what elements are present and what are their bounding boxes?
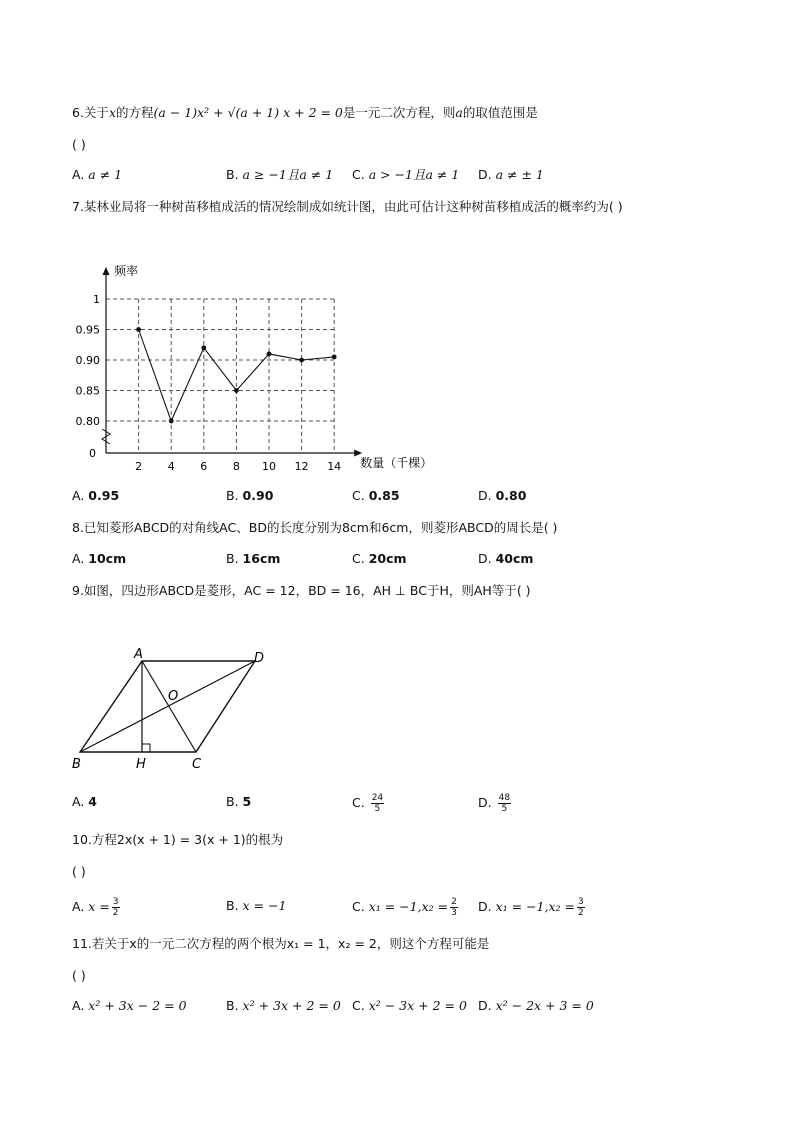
q6-stem-end: 的取值范围是 [462, 105, 538, 120]
y-tick-label-0.95: 0.95 [75, 323, 100, 337]
q10-stem: 10.方程2x(x + 1) = 3(x + 1)的根为 [72, 832, 284, 847]
fraction [371, 793, 384, 814]
q6-option-b[interactable] [226, 166, 333, 184]
x-tick-label-12: 12 [294, 460, 309, 473]
frequency-line-chart [0, 255, 460, 475]
q11-stem: 11.若关于x的一元二次方程的两个根为x₁ = 1，x₂ = 2，则这个方程可能是 [72, 936, 490, 951]
option-text: 0.90 [242, 488, 274, 503]
x-axis-label: 数量（千棵） [360, 456, 433, 470]
q11-option-b[interactable] [226, 997, 341, 1015]
fraction [577, 897, 585, 918]
fraction [112, 897, 120, 918]
q6-var-x: x [108, 105, 116, 120]
x-tick-label-6: 6 [200, 460, 208, 473]
option-text: x² − 2x + 3 = 0 [495, 998, 594, 1013]
option-letter: C. [352, 167, 365, 182]
option-letter: C. [352, 551, 365, 566]
q10-paren: ( ) [72, 864, 86, 879]
option-text: 4 [88, 794, 97, 809]
y-tick-label-0.80: 0.80 [75, 415, 100, 428]
diagonal-bd [80, 661, 255, 752]
q6-option-c[interactable] [352, 166, 459, 184]
q8-option-b[interactable] [226, 550, 280, 568]
option-text: 20cm [368, 551, 407, 566]
q9-option-d[interactable] [478, 793, 511, 814]
q9-stem: 9.如图，四边形ABCD是菱形，AC = 12，BD = 16，AH ⊥ BC于H，则AH等于( ) [72, 583, 531, 598]
fraction [450, 897, 458, 918]
option-text: x₁ = −1,x₂ = [495, 899, 575, 914]
q11-option-c[interactable] [352, 997, 467, 1015]
label-h: H [136, 757, 146, 772]
option-text: x² + 3x + 2 = 0 [242, 998, 341, 1013]
option-letter: A. [72, 488, 85, 503]
q6-stem [72, 104, 538, 122]
fraction-numerator: 48 [498, 793, 511, 803]
label-o: O [168, 689, 179, 704]
option-text: x² − 3x + 2 = 0 [368, 998, 467, 1013]
q7-option-a[interactable] [72, 487, 119, 505]
q10-option-c[interactable] [352, 897, 458, 918]
y-axis-label: 频率 [114, 264, 139, 278]
option-letter: B. [226, 794, 239, 809]
q8-stem: 8.已知菱形ABCD的对角线AC、BD的长度分别为8cm和6cm，则菱形ABCD的周长是( ) [72, 520, 558, 535]
origin-label: 0 [89, 447, 96, 460]
label-b: B [72, 757, 81, 772]
q10-option-d[interactable] [478, 897, 585, 918]
option-letter: D. [478, 998, 492, 1013]
fraction-denominator: 3 [451, 908, 457, 918]
option-text: a ≥ −1且a ≠ 1 [242, 167, 334, 182]
q7-option-c[interactable] [352, 487, 400, 505]
data-point-4 [169, 419, 174, 424]
q9-option-c[interactable] [352, 793, 384, 814]
q6-stem-suffix: 是一元二次方程，则 [342, 105, 456, 120]
option-text: 16cm [242, 551, 281, 566]
option-letter: C. [352, 795, 365, 810]
fraction-denominator: 2 [577, 908, 584, 918]
q8-option-c[interactable] [352, 550, 407, 568]
option-letter: D. [478, 899, 492, 914]
data-point-10 [267, 352, 272, 357]
data-point-6 [201, 345, 206, 350]
option-text: 5 [242, 794, 252, 809]
x-tick-label-8: 8 [232, 460, 240, 473]
option-text: x = −1 [242, 898, 287, 913]
option-letter: A. [72, 899, 85, 914]
option-letter: D. [478, 488, 492, 503]
option-text: x² + 3x − 2 = 0 [88, 998, 187, 1013]
x-tick-label-4: 4 [167, 460, 175, 473]
data-point-12 [299, 358, 304, 363]
data-point-2 [136, 327, 141, 332]
option-letter: B. [226, 551, 239, 566]
q11-option-d[interactable] [478, 997, 594, 1015]
q8-option-d[interactable] [478, 550, 533, 568]
y-tick-label-0.90: 0.90 [75, 354, 100, 367]
option-letter: A. [72, 551, 85, 566]
option-text: x₁ = −1,x₂ = [368, 899, 449, 914]
q7-option-d[interactable] [478, 487, 526, 505]
fraction-denominator: 2 [112, 908, 119, 918]
fraction [498, 793, 511, 814]
x-tick-label-10: 10 [262, 460, 276, 473]
q7-option-b[interactable] [226, 487, 273, 505]
q6-equation: (a − 1)x² + √(a + 1) x + 2 = 0 [153, 105, 343, 120]
q9-option-b[interactable] [226, 793, 251, 811]
option-text: 0.80 [495, 488, 527, 503]
right-angle-mark [142, 744, 150, 752]
label-c: C [192, 757, 202, 772]
q6-paren: ( ) [72, 137, 86, 152]
y-tick-label-0.85: 0.85 [75, 384, 100, 398]
x-tick-label-14: 14 [327, 460, 342, 473]
fraction-numerator: 3 [112, 897, 119, 907]
diagonal-ac [142, 661, 196, 752]
q10-option-a[interactable] [72, 897, 120, 918]
fraction-denominator: 5 [501, 804, 508, 814]
fraction-numerator: 3 [577, 897, 584, 907]
q11-option-a[interactable] [72, 997, 187, 1015]
option-letter: B. [226, 167, 239, 182]
option-letter: C. [352, 488, 365, 503]
option-letter: A. [72, 794, 85, 809]
option-letter: B. [226, 488, 239, 503]
q9-option-a[interactable] [72, 793, 97, 811]
option-text: a > −1且a ≠ 1 [368, 167, 460, 182]
q6-stem-mid: 的方程 [116, 105, 154, 120]
axis-break-mark [102, 429, 110, 444]
option-letter: D. [478, 167, 492, 182]
rhombus-figure [60, 640, 290, 780]
option-letter: A. [72, 167, 85, 182]
option-text: a ≠ ± 1 [495, 167, 544, 182]
option-text: x = [88, 899, 110, 914]
q6-option-a[interactable] [72, 166, 122, 184]
option-text: 10cm [88, 551, 127, 566]
q6-option-d[interactable] [478, 166, 544, 184]
option-letter: C. [352, 998, 365, 1013]
fraction-denominator: 5 [374, 804, 381, 814]
option-text: 0.95 [88, 488, 120, 503]
option-letter: A. [72, 998, 85, 1013]
option-letter: B. [226, 898, 239, 913]
y-tick-label-1: 1 [93, 293, 100, 306]
data-point-14 [332, 355, 337, 360]
q6-var-a: a [455, 105, 463, 120]
fraction-numerator: 2 [451, 897, 457, 907]
option-letter: C. [352, 899, 365, 914]
option-letter: D. [478, 551, 492, 566]
option-letter: B. [226, 998, 239, 1013]
q7-stem: 7.某林业局将一种树苗移植成活的情况绘制成如统计图，由此可估计这种树苗移植成活的概率约为( ) [72, 199, 623, 214]
y-axis-arrow [103, 267, 110, 275]
data-point-8 [234, 388, 239, 393]
option-letter: D. [478, 795, 492, 810]
q11-paren: ( ) [72, 968, 86, 983]
label-d: D [254, 651, 265, 666]
label-a: A [134, 647, 143, 662]
option-text: 40cm [495, 551, 534, 566]
q6-stem-prefix: 6.关于 [72, 105, 109, 120]
fraction-numerator: 24 [371, 793, 384, 803]
q8-option-a[interactable] [72, 550, 126, 568]
q10-option-b[interactable] [226, 897, 286, 915]
option-text: a ≠ 1 [88, 167, 123, 182]
option-text: 0.85 [368, 488, 400, 503]
x-tick-label-2: 2 [135, 460, 143, 473]
